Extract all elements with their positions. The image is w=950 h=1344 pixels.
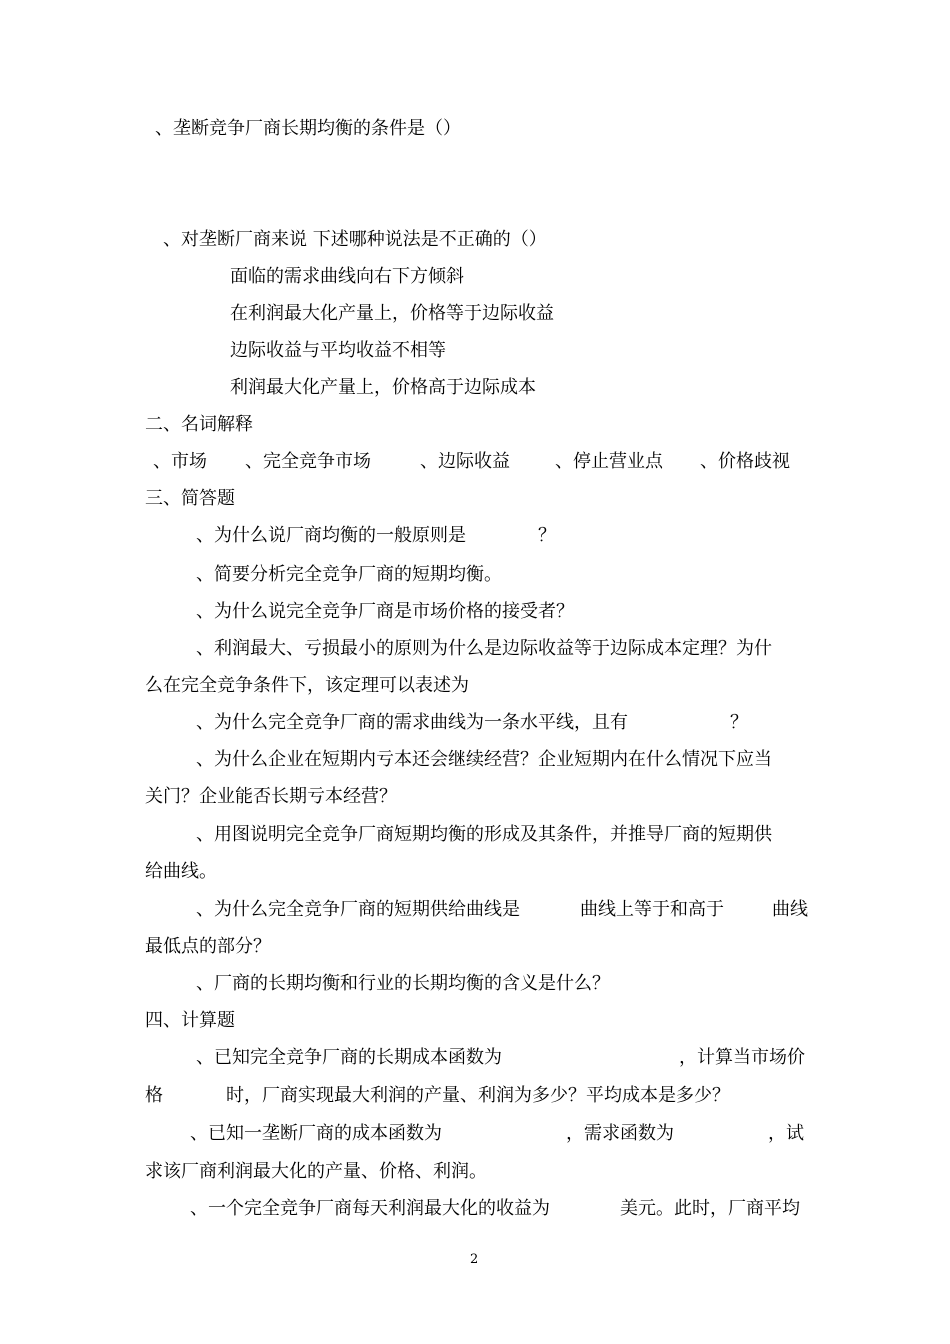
short-q2: 、简要分析完全竞争厂商的短期均衡。	[196, 564, 502, 585]
mc-question-2: 、对垄断厂商来说 下述哪种说法是不正确的（）	[163, 229, 547, 250]
term-perfect-competition: 、完全竞争市场	[245, 451, 371, 472]
short-q5-end: ？	[730, 712, 748, 733]
term-market: 、市场	[153, 451, 207, 472]
short-q1-end: ？	[538, 525, 556, 546]
short-q9: 、厂商的长期均衡和行业的长期均衡的含义是什么？	[196, 973, 610, 994]
short-q6-line1: 、为什么企业在短期内亏本还会继续经营？企业短期内在什么情况下应当	[196, 749, 772, 770]
short-q7-line2: 给曲线。	[145, 861, 217, 882]
short-q6-line2: 关门？企业能否长期亏本经营？	[145, 786, 397, 807]
short-q4-line2: 么在完全竞争条件下，该定理可以表述为	[145, 675, 469, 696]
term-price-discrimination: 、价格歧视	[700, 451, 790, 472]
mc-question-1: 、垄断竞争厂商长期均衡的条件是（）	[155, 118, 461, 139]
short-q8-line2: 最低点的部分？	[145, 936, 271, 957]
calc-q2-line2: 求该厂商利润最大化的产量、价格、利润。	[145, 1161, 487, 1182]
short-q7-line1: 、用图说明完全竞争厂商短期均衡的形成及其条件，并推导厂商的短期供	[196, 824, 772, 845]
mc-option-b: 在利润最大化产量上，价格等于边际收益	[230, 303, 554, 324]
term-shutdown-point: 、停止营业点	[555, 451, 663, 472]
calc-q3-part2: 美元。此时，厂商平均	[620, 1198, 800, 1219]
short-q1: 、为什么说厂商均衡的一般原则是	[196, 525, 466, 546]
short-q5: 、为什么完全竞争厂商的需求曲线为一条水平线，且有	[196, 712, 628, 733]
short-q8-part1: 、为什么完全竞争厂商的短期供给曲线是	[196, 899, 520, 920]
term-marginal-revenue: 、边际收益	[420, 451, 510, 472]
short-q8-part2: 曲线上等于和高于	[580, 899, 724, 920]
calc-q1-part3: 格	[145, 1085, 163, 1106]
short-q8-part3: 曲线	[772, 899, 808, 920]
short-q4-line1: 、利润最大、亏损最小的原则为什么是边际收益等于边际成本定理？为什	[196, 638, 772, 659]
section-heading-short-answer: 三、简答题	[145, 488, 235, 509]
short-q3: 、为什么说完全竞争厂商是市场价格的接受者？	[196, 601, 574, 622]
calc-q1-part2: ，计算当市场价	[679, 1047, 805, 1068]
section-heading-terms: 二、名词解释	[145, 414, 253, 435]
calc-q1-part1: 、已知完全竞争厂商的长期成本函数为	[196, 1047, 502, 1068]
mc-option-a: 面临的需求曲线向右下方倾斜	[230, 266, 464, 287]
calc-q1-part4: 时，厂商实现最大利润的产量、利润为多少？平均成本是多少？	[226, 1085, 730, 1106]
mc-option-d: 利润最大化产量上，价格高于边际成本	[230, 377, 536, 398]
section-heading-calculation: 四、计算题	[145, 1010, 235, 1031]
calc-q2-part2: ，需求函数为	[566, 1123, 674, 1144]
mc-option-c: 边际收益与平均收益不相等	[230, 340, 446, 361]
calc-q2-part3: ，试	[768, 1123, 804, 1144]
calc-q3-part1: 、一个完全竞争厂商每天利润最大化的收益为	[190, 1198, 550, 1219]
calc-q2-part1: 、已知一垄断厂商的成本函数为	[190, 1123, 442, 1144]
page-number: 2	[470, 1252, 479, 1267]
